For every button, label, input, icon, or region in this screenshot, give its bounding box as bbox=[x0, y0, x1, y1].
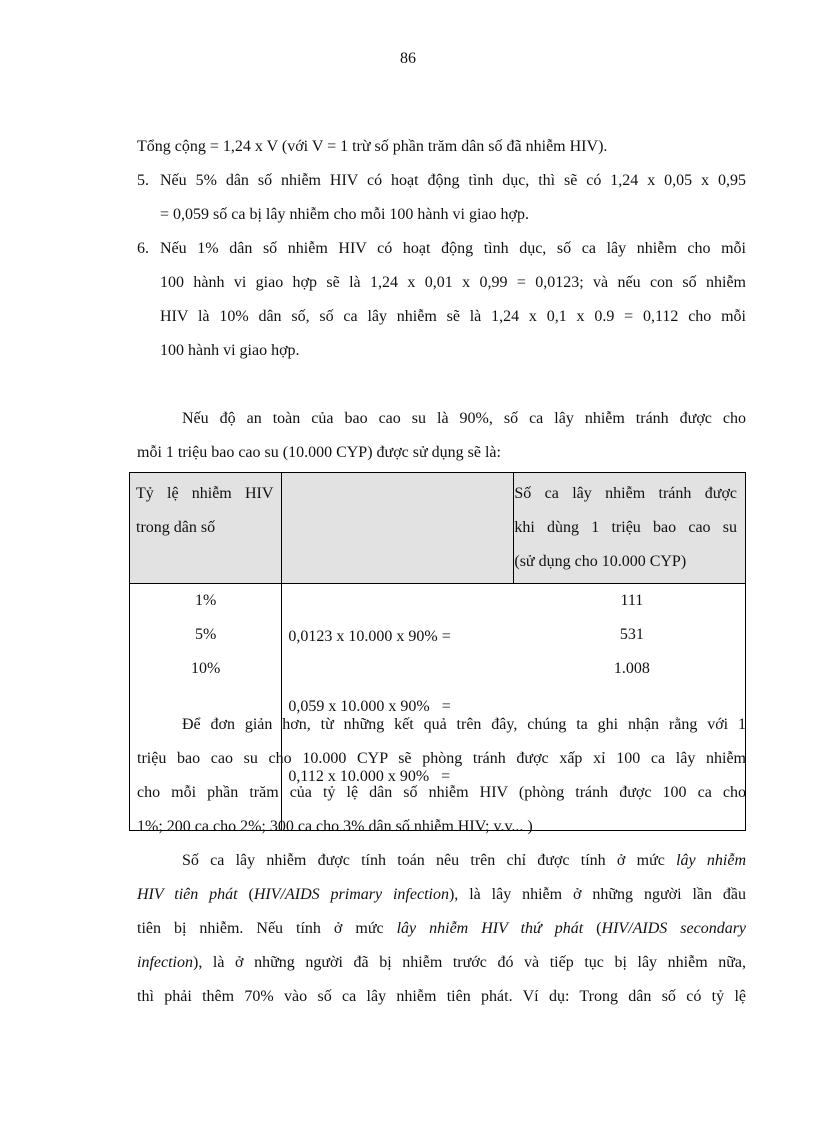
item-line: = 0,059 số ca bị lây nhiễm cho mỗi 100 hành vi giao hợp. bbox=[160, 206, 529, 223]
item-line: 100 hành vi giao hợp sẽ là 1,24 x 0,01 x 0,99 = 0,0123; và nếu con số nhiễm bbox=[160, 274, 746, 291]
paragraph-line: 1%; 200 ca cho 2%; 300 ca cho 3% dân số nhiễm HIV; v.v... ) bbox=[137, 818, 533, 835]
header-text: trong dân số bbox=[136, 519, 216, 536]
header-text: Số ca lây nhiễm tránh được bbox=[514, 485, 737, 502]
paragraph-line: thì phải thêm 70% vào số ca lây nhiễm tiên phát. Ví dụ: Trong dân số có tỷ lệ bbox=[137, 988, 746, 1005]
header-text: khi dùng 1 triệu bao cao su bbox=[514, 519, 737, 536]
item-number: 5. bbox=[137, 172, 149, 189]
paragraph-line: triệu bao cao su cho 10.000 CYP sẽ phòng tránh được xấp xỉ 100 ca lây nhiễm bbox=[137, 750, 746, 767]
paragraph-line bbox=[137, 953, 746, 973]
paragraph-line bbox=[137, 885, 746, 905]
item-line: Nếu 1% dân số nhiễm HIV có hoạt động tình dục, số ca lây nhiễm cho mỗi bbox=[160, 240, 746, 257]
item-line: 100 hành vi giao hợp. bbox=[160, 342, 300, 359]
header-text: Tỷ lệ nhiễm HIV bbox=[136, 485, 274, 502]
infection-table bbox=[129, 472, 746, 831]
table-header-row bbox=[130, 473, 746, 584]
italic-term: lây nhiễm HIV thứ phát bbox=[396, 920, 584, 937]
italic-term: infection bbox=[137, 954, 193, 971]
page-number: 86 bbox=[400, 50, 416, 67]
paragraph-line: cho mỗi phần trăm của tỷ lệ dân số nhiễm HIV (phòng tránh được 100 ca cho bbox=[137, 784, 746, 801]
total-line: Tổng cộng = 1,24 x V (với V = 1 trừ số phần trăm dân số đã nhiễm HIV). bbox=[137, 138, 608, 155]
formula-cell: 0,0123 x 10.000 x 90% = bbox=[288, 628, 451, 645]
text-run: ( bbox=[237, 886, 254, 903]
header-cell-formula bbox=[282, 473, 514, 584]
header-cell-result bbox=[514, 473, 746, 584]
text-run: ( bbox=[583, 920, 602, 937]
item-line: HIV là 10% dân số, số ca lây nhiễm sẽ là 1,24 x 0,1 x 0.9 = 0,112 cho mỗi bbox=[160, 308, 746, 325]
italic-term: lây nhiễm bbox=[676, 852, 747, 869]
text-run: ), là ở những người đã bị nhiễm trước đó và tiếp tục bị lây nhiễm nữa, bbox=[192, 954, 746, 971]
paragraph-line: mỗi 1 triệu bao cao su (10.000 CYP) được sử dụng sẽ là: bbox=[137, 444, 501, 461]
rate-cell: 10% bbox=[191, 660, 221, 677]
header-cell-rate bbox=[130, 473, 282, 584]
paragraph-line: Để đơn giản hơn, từ những kết quả trên đây, chúng ta ghi nhận rằng với 1 bbox=[182, 716, 746, 733]
result-cell: 1.008 bbox=[613, 660, 650, 677]
text-run: tiên bị nhiễm. Nếu tính ở mức bbox=[137, 920, 397, 937]
result-cell: 531 bbox=[619, 626, 644, 643]
result-cell: 111 bbox=[620, 592, 644, 609]
text-run: ), là lây nhiễm ở những người lần đầu bbox=[448, 886, 746, 903]
formula-cell: 0,112 x 10.000 x 90% = bbox=[288, 768, 451, 785]
formula-cell: 0,059 x 10.000 x 90% = bbox=[288, 698, 451, 715]
paragraph-line bbox=[182, 851, 746, 871]
text-run: Số ca lây nhiễm được tính toán nêu trên chỉ được tính ở mức bbox=[182, 852, 677, 869]
italic-term: HIV tiên phát bbox=[137, 886, 238, 903]
italic-term: HIV/AIDS primary infection bbox=[253, 886, 449, 903]
header-text: (sử dụng cho 10.000 CYP) bbox=[514, 553, 687, 570]
rate-cell: 1% bbox=[195, 592, 217, 609]
italic-term: HIV/AIDS secondary bbox=[601, 920, 747, 937]
paragraph-line bbox=[137, 919, 746, 939]
item-line: Nếu 5% dân số nhiễm HIV có hoạt động tình dục, thì sẽ có 1,24 x 0,05 x 0,95 bbox=[160, 172, 746, 189]
item-number: 6. bbox=[137, 240, 149, 257]
rate-cell: 5% bbox=[195, 626, 217, 643]
paragraph-line: Nếu độ an toàn của bao cao su là 90%, số ca lây nhiễm tránh được cho bbox=[182, 410, 746, 427]
